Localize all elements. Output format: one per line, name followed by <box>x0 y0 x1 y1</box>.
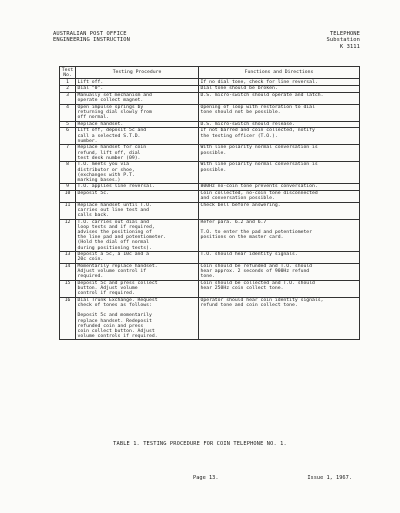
table-row <box>60 104 360 121</box>
table-row <box>60 128 360 145</box>
functions-cell: Refer para. 6.2 and 6.7 T.O. to enter the pad and potentiometer positions on the master card. <box>199 219 360 251</box>
procedure-cell: Dial "0". <box>76 86 199 93</box>
procedure-cell: Lift off. <box>76 79 199 86</box>
testing-procedure-table <box>59 66 360 340</box>
issue-info: Issue 1, 1967. <box>307 475 352 481</box>
test-number-cell: 13 <box>60 251 76 263</box>
procedure-cell: Replace handset until T.O. carries out line test and calls back. <box>76 202 199 219</box>
test-number-cell: 11 <box>60 202 76 219</box>
column-header-functions: Functions and Directions <box>199 67 360 79</box>
functions-cell: D.S. micro-switch should release. <box>199 121 360 128</box>
table-row <box>60 251 360 263</box>
test-number-cell: 5 <box>60 121 76 128</box>
table-caption: TABLE 1. TESTING PROCEDURE FOR COIN TELEPHONE NO. 1. <box>113 441 287 447</box>
document-code: K 3111 <box>339 43 360 50</box>
table-header-row <box>60 67 360 79</box>
table-row <box>60 162 360 184</box>
procedure-cell: Dial Trunk Exchange. Request check of tones as follows: Deposit 5c and momentarily replace handset. Redeposit refunded coin and press coin collect button. Adjust volume controls if required. <box>76 297 199 340</box>
table-row <box>60 297 360 340</box>
test-number-cell: 4 <box>60 104 76 121</box>
table-row <box>60 219 360 251</box>
functions-cell: If no dial tone, check for line reversal. <box>199 79 360 86</box>
test-number-cell: 12 <box>60 219 76 251</box>
procedure-cell: Deposit 5c and press collect button. Adjust volume control if required. <box>76 280 199 297</box>
document-subcategory: Substation <box>326 37 360 44</box>
procedure-cell: Lift off, deposit 5c and call a selected S.T.D. number. <box>76 128 199 145</box>
functions-cell: Coin should be collected and T.O. should hear 250Hz coin collect tone. <box>199 280 360 297</box>
table-row <box>60 263 360 280</box>
functions-cell: 800Hz no-coin tone prevents conversation. <box>199 184 360 191</box>
table-row <box>60 145 360 162</box>
document-header-right <box>327 31 360 50</box>
document-category: TELEPHONE <box>329 31 360 37</box>
table-row <box>60 79 360 86</box>
column-header-testing-procedure: Testing Procedure <box>76 67 199 79</box>
procedure-cell: Deposit 5c. <box>76 190 199 202</box>
test-number-cell: 2 <box>60 86 76 93</box>
procedure-cell: T.O. meets you via distributor or shoe, (exchanges with P.T. marking bases.) <box>76 162 199 184</box>
test-number-cell: 6 <box>60 128 76 145</box>
procedure-cell: Manually set mechanism and operate collect magnet. <box>76 92 199 104</box>
test-number-cell: 8 <box>60 162 76 184</box>
functions-cell: With line polarity normal conversation is possible. <box>199 145 360 162</box>
procedure-cell: Replace handset for coin refund, lift off, dial test desk number (09). <box>76 145 199 162</box>
table-row <box>60 92 360 104</box>
department-name: ENGINEERING INSTRUCTION <box>53 37 130 44</box>
table-row <box>60 184 360 191</box>
table-body <box>60 79 360 340</box>
procedure-cell: Momentarily replace handset. Adjust volume control if required. <box>76 263 199 280</box>
test-number-cell: 7 <box>60 145 76 162</box>
procedure-cell: Open impulse springs by returning dial slowly from off normal. <box>76 104 199 121</box>
functions-cell: Coin collected, no-coin tone disconnected and conversation possible. <box>199 190 360 202</box>
functions-cell: Check bell before answering. <box>199 202 360 219</box>
functions-cell: If not barred and coin collected, notify the testing officer (T.O.). <box>199 128 360 145</box>
table-row <box>60 121 360 128</box>
functions-cell: Opening of loop with restoration to dial tone should not be possible. <box>199 104 360 121</box>
functions-cell: With line polarity normal conversation is possible. <box>199 162 360 184</box>
organization-name: AUSTRALIAN POST OFFICE <box>53 31 127 37</box>
procedure-cell: T.O. applies line reversal. <box>76 184 199 191</box>
page-number: Page 13. <box>193 475 219 481</box>
table-row <box>60 190 360 202</box>
functions-cell: Coin should be refunded and T.O. should hear approx. 2 seconds of 900Hz refund tone. <box>199 263 360 280</box>
test-number-cell: 1 <box>60 79 76 86</box>
functions-cell: T.O. should hear identity signals. <box>199 251 360 263</box>
procedure-cell: T.O. carries out dial and loop tests and if required, advises the positioning of the line pad and potentiometer. (Hold the dial off normal during positioning tests). <box>76 219 199 251</box>
procedure-cell: Deposit a 5c, a 10c and a 20c coin. <box>76 251 199 263</box>
table-row <box>60 280 360 297</box>
test-number-cell: 14 <box>60 263 76 280</box>
test-number-cell: 16 <box>60 297 76 340</box>
table-row <box>60 202 360 219</box>
functions-cell: Dial tone should be broken. <box>199 86 360 93</box>
column-header-test-no: Test No. <box>60 67 76 79</box>
functions-cell: Operator should hear coin identity signals, refund tone and coin collect tone. <box>199 297 360 340</box>
test-number-cell: 15 <box>60 280 76 297</box>
document-header-left <box>53 31 130 44</box>
test-number-cell: 9 <box>60 184 76 191</box>
procedure-cell: Replace handset. <box>76 121 199 128</box>
test-number-cell: 10 <box>60 190 76 202</box>
test-number-cell: 3 <box>60 92 76 104</box>
table-row <box>60 86 360 93</box>
functions-cell: D.S. micro-switch should operate and latch. <box>199 92 360 104</box>
